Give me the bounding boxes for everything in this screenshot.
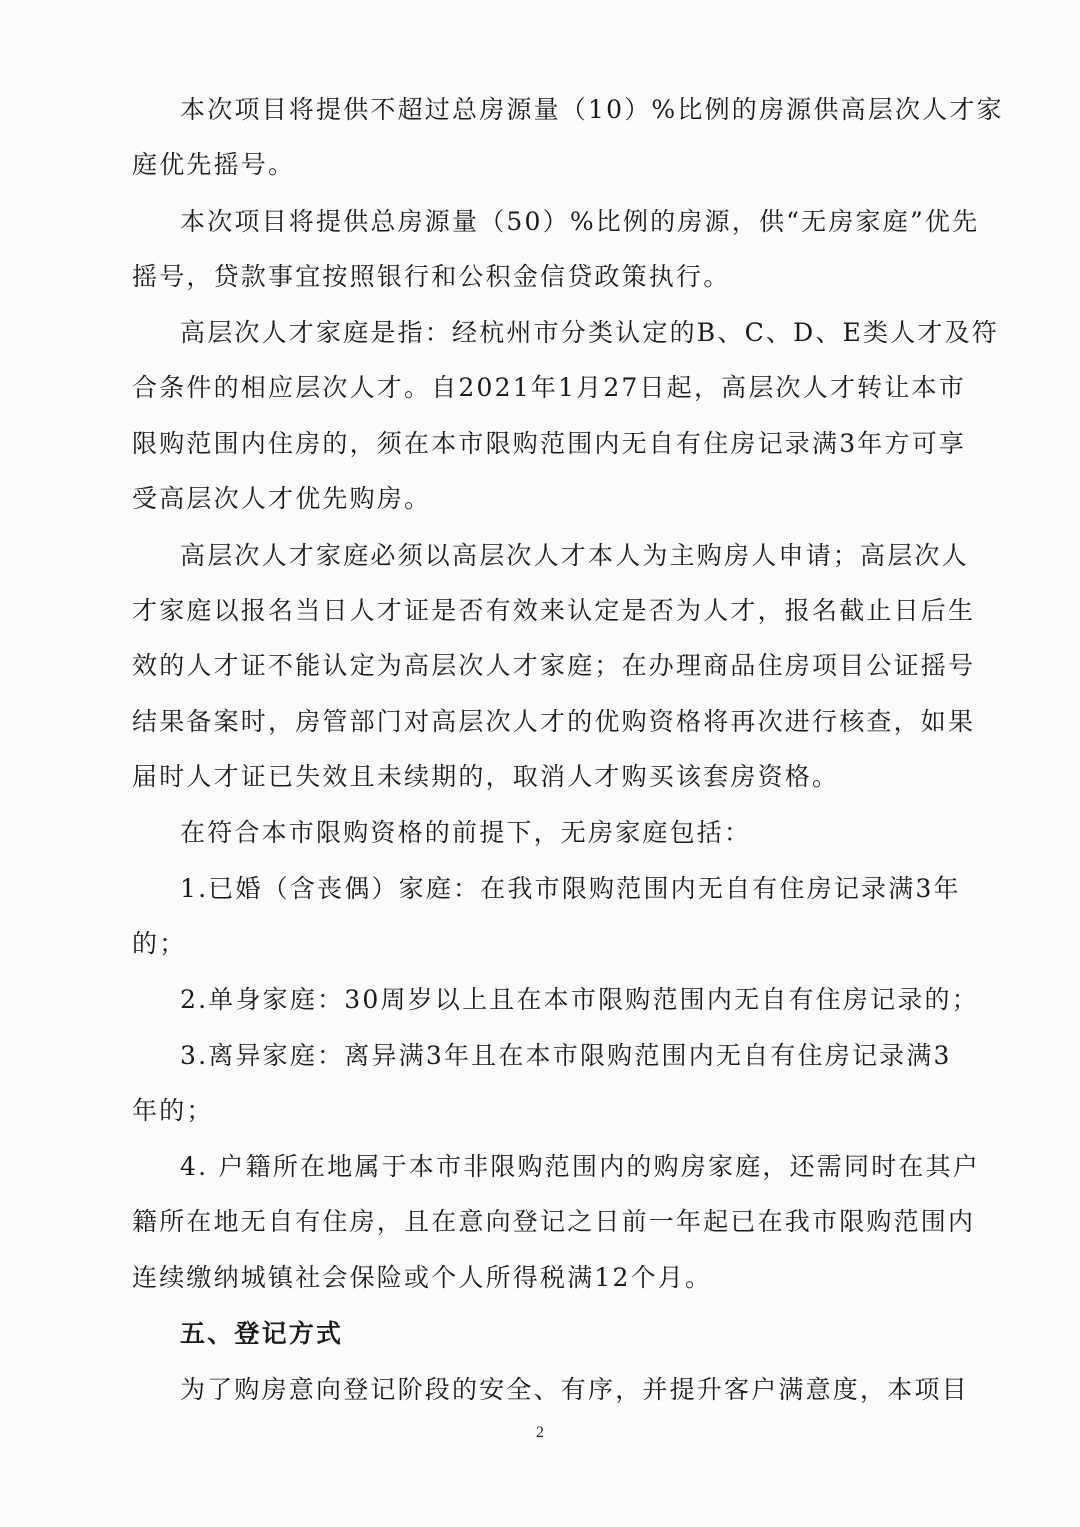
paragraph-5-line-1: 在符合本市限购资格的前提下，无房家庭包括： [180, 818, 752, 847]
paragraph-6-line-2: 的； [132, 929, 187, 958]
paragraph-1-line-2: 庭优先摇号。 [132, 150, 296, 179]
paragraph-3-line-1: 高层次人才家庭是指：经杭州市分类认定的B、C、D、E类人才及符 [180, 318, 999, 347]
paragraph-9-line-1: 4. 户籍所在地属于本市非限购范围内的购房家庭，还需同时在其户 [180, 1152, 981, 1181]
paragraph-3-line-3: 限购范围内住房的，须在本市限购范围内无自有住房记录满3年方可享 [132, 429, 967, 458]
paragraph-9-line-2: 籍所在地无自有住房，且在意向登记之日前一年起已在我市限购范围内 [132, 1207, 976, 1236]
paragraph-3-line-4: 受高层次人才优先购房。 [132, 484, 432, 513]
paragraph-4-line-3: 效的人才证不能认定为高层次人才家庭；在办理商品住房项目公证摇号 [132, 651, 976, 680]
paragraph-9-line-3: 连续缴纳城镇社会保险或个人所得税满12个月。 [132, 1263, 713, 1292]
paragraph-2-line-1: 本次项目将提供总房源量（50）%比例的房源，供“无房家庭”优先 [180, 207, 980, 236]
paragraph-1-line-1: 本次项目将提供不超过总房源量（10）%比例的房源供高层次人才家 [180, 95, 1004, 124]
paragraph-8-line-2: 年的； [132, 1096, 214, 1125]
paragraph-2-line-2: 摇号，贷款事宜按照银行和公积金信贷政策执行。 [132, 262, 731, 291]
paragraph-3-line-2: 合条件的相应层次人才。自2021年1月27日起，高层次人才转让本市 [132, 373, 966, 402]
paragraph-7-line-1: 2.单身家庭：30周岁以上且在本市限购范围内无自有住房记录的； [180, 985, 979, 1014]
paragraph-6-line-1: 1.已婚（含丧偶）家庭：在我市限购范围内无自有住房记录满3年 [180, 874, 961, 903]
paragraph-8-line-1: 3.离异家庭：离异满3年且在本市限购范围内无自有住房记录满3 [180, 1041, 952, 1070]
paragraph-4-line-1: 高层次人才家庭必须以高层次人才本人为主购房人申请；高层次人 [180, 541, 969, 570]
paragraph-4-line-4: 结果备案时，房管部门对高层次人才的优购资格将再次进行核查，如果 [132, 707, 976, 736]
page-number: 2 [536, 1424, 544, 1441]
paragraph-10-line-1: 为了购房意向登记阶段的安全、有序，并提升客户满意度，本项目 [180, 1375, 969, 1404]
section-heading: 五、登记方式 [180, 1319, 344, 1348]
paragraph-4-line-2: 才家庭以报名当日人才证是否有效来认定是否为人才，报名截止日后生 [132, 596, 976, 625]
paragraph-4-line-5: 届时人才证已失效且未续期的，取消人才购买该套房资格。 [132, 762, 840, 791]
